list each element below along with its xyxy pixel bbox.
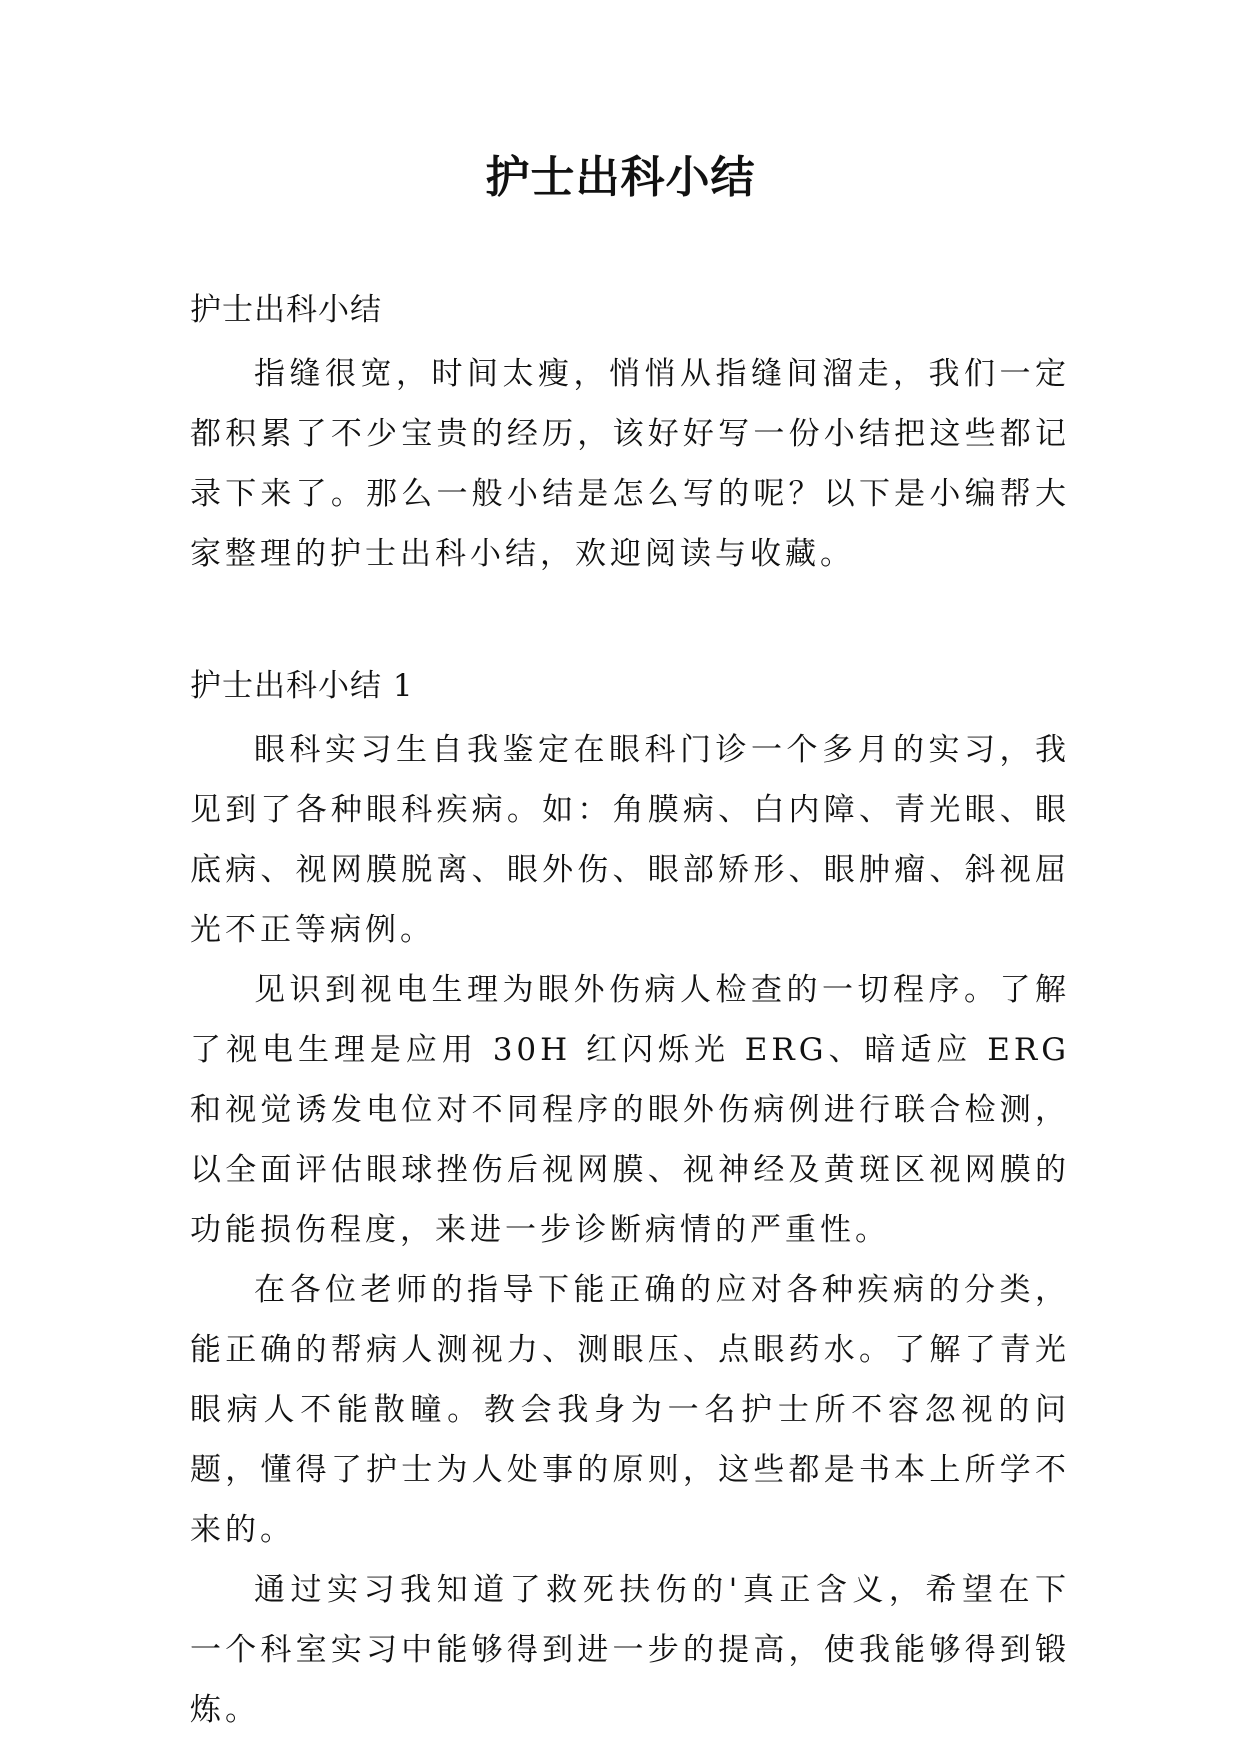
section1-paragraph-1: 眼科实习生自我鉴定在眼科门诊一个多月的实习，我见到了各种眼科疾病。如：角膜病、白内障、青光眼、眼底病、视网膜脱离、眼外伤、眼部矫形、眼肿瘤、斜视屈光不正等病例。: [190, 732, 1070, 948]
document-title: 护士出科小结: [485, 152, 756, 203]
document-body: [190, 292, 1070, 1740]
intro-heading: 护士出科小结: [190, 292, 382, 328]
intro-paragraph: 指缝很宽，时间太瘦，悄悄从指缝间溜走，我们一定都积累了不少宝贵的经历，该好好写一份小结把这些都记录下来了。那么一般小结是怎么写的呢？以下是小编帮大家整理的护士出科小结，欢迎阅读与收藏。: [190, 356, 1070, 572]
section1-heading: 护士出科小结 1: [190, 668, 414, 704]
section1-paragraph-2: 见识到视电生理为眼外伤病人检查的一切程序。了解了视电生理是应用 30H 红闪烁光 ERG、暗适应 ERG 和视觉诱发电位对不同程序的眼外伤病例进行联合检测，以全面评估眼球挫伤后视网膜、视神经及黄斑区视网膜的功能损伤程度，来进一步诊断病情的严重性。: [190, 972, 1070, 1248]
section1-paragraph-4: 通过实习我知道了救死扶伤的'真正含义，希望在下一个科室实习中能够得到进一步的提高，使我能够得到锻炼。: [190, 1572, 1070, 1728]
section1-paragraph-3: 在各位老师的指导下能正确的应对各种疾病的分类，能正确的帮病人测视力、测眼压、点眼药水。了解了青光眼病人不能散瞳。教会我身为一名护士所不容忽视的问题，懂得了护士为人处事的原则，这些都是书本上所学不来的。: [190, 1272, 1070, 1548]
